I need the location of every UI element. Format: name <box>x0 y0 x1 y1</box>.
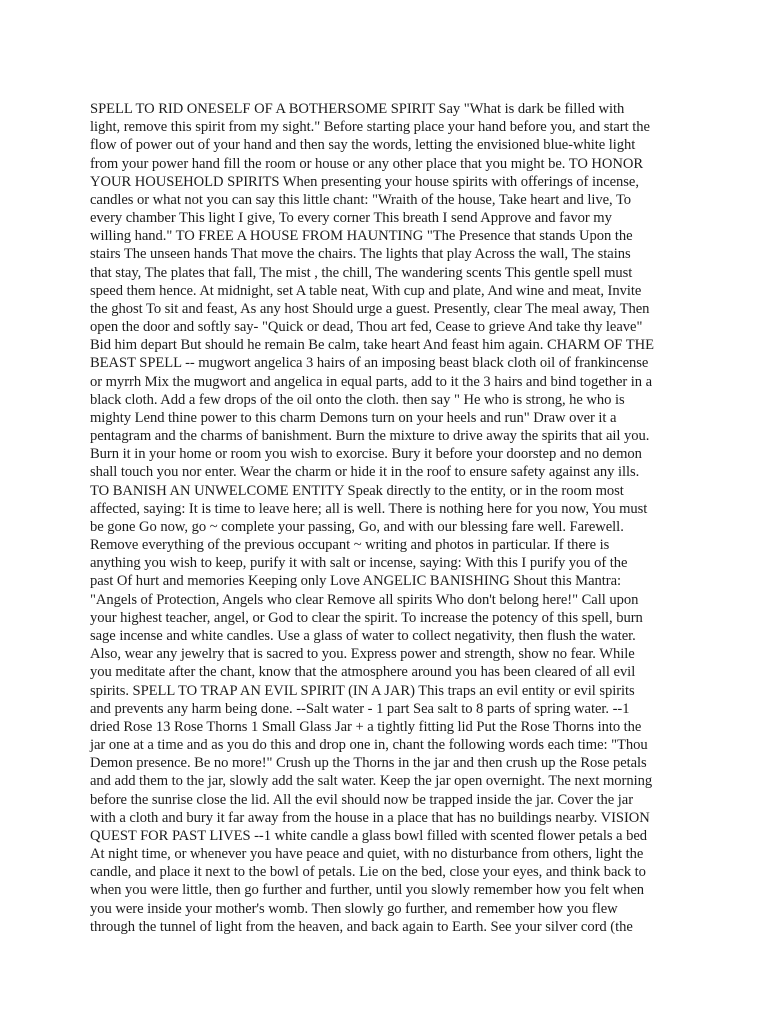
text-line: candle, and place it next to the bowl of petals. Lie on the bed, close your eyes, and think back to <box>90 864 646 881</box>
text-line: past Of hurt and memories Keeping only Love ANGELIC BANISHING Shout this Mantra: <box>90 573 622 590</box>
text-line: Demon presence. Be no more!" Crush up the Thorns in the jar and then crush up the Rose petals <box>90 755 647 772</box>
text-line: anything you wish to keep, purify it with salt or incense, saying: With this I purify you of the <box>90 555 628 572</box>
text-line: TO BANISH AN UNWELCOME ENTITY Speak directly to the entity, or in the room most <box>90 482 624 499</box>
text-line: open the door and softly say- "Quick or dead, Thou art fed, Cease to grieve And take thy leave" <box>90 319 643 336</box>
text-line: and add them to the jar, slowly add the salt water. Keep the jar open overnight. The next morning <box>90 773 653 790</box>
text-line: black cloth. Add a few drops of the oil onto the cloth. then say " He who is strong, he who is <box>90 391 625 408</box>
text-line: every chamber This light I give, To every corner This breath I send Approve and favor my <box>90 210 612 227</box>
text-line: shall touch you nor enter. Wear the charm or hide it in the roof to ensure safety against any ills. <box>90 464 640 481</box>
text-line: or myrrh Mix the mugwort and angelica in equal parts, add to it the 3 hairs and bind together in a <box>90 373 653 390</box>
text-line: willing hand." TO FREE A HOUSE FROM HAUNTING "The Presence that stands Upon the <box>90 228 633 245</box>
text-line: QUEST FOR PAST LIVES --1 white candle a glass bowl filled with scented flower petals a bed <box>90 827 648 844</box>
text-line: that stay, The plates that fall, The mist , the chill, The wandering scents This gentle spell must <box>90 264 633 281</box>
text-line: "Angels of Protection, Angels who clear Remove all spirits Who don't belong here!" Call upon <box>90 591 639 608</box>
text-line: and prevents any harm being done. --Salt water - 1 part Sea salt to 8 parts of spring water. --1 <box>90 700 630 717</box>
text-line: when you were little, then go further and further, until you slowly remember how you felt when <box>90 882 644 899</box>
text-line: Remove everything of the previous occupant ~ writing and photos in particular. If there is <box>90 537 610 554</box>
text-line: with a cloth and bury it far away from the house in a place that has no buildings nearby. VISION <box>90 809 650 826</box>
text-line: the ghost To sit and feast, As any host Should urge a guest. Presently, clear The meal away, Then <box>90 300 650 317</box>
text-line: At night time, or whenever you have peace and quiet, with no disturbance from others, light the <box>90 846 644 863</box>
text-line: your highest teacher, angel, or God to clear the spirit. To increase the potency of this spell, burn <box>90 609 643 626</box>
text-line: be gone Go now, go ~ complete your passing, Go, and with our blessing fare well. Farewell. <box>90 518 624 535</box>
text-line: you meditate after the chant, know that the atmosphere around you has been cleared of all evil <box>90 664 636 681</box>
text-line: dried Rose 13 Rose Thorns 1 Small Glass Jar + a tightly fitting lid Put the Rose Thorns into the <box>90 718 642 735</box>
text-line: affected, saying: It is time to leave here; all is well. There is nothing here for you now, You must <box>90 500 648 517</box>
text-line: jar one at a time and as you do this and drop one in, chant the following words each time: "Thou <box>90 737 648 754</box>
text-line: YOUR HOUSEHOLD SPIRITS When presenting your house spirits with offerings of incense, <box>90 173 639 190</box>
text-line: sage incense and white candles. Use a glass of water to collect negativity, then flush the water. <box>90 627 636 644</box>
text-line: you were inside your mother's womb. Then slowly go further, and remember how you flew <box>90 900 618 917</box>
text-line: Bid him depart But should he remain Be calm, take heart And feast him again. CHARM OF THE <box>90 337 654 354</box>
text-line: BEAST SPELL -- mugwort angelica 3 hairs of an imposing beast black cloth oil of frankincense <box>90 355 649 372</box>
text-line: light, remove this spirit from my sight." Before starting place your hand before you, and start the <box>90 119 650 136</box>
text-line: pentagram and the charms of banishment. Burn the mixture to drive away the spirits that ail you. <box>90 428 650 445</box>
text-line: flow of power out of your hand and then say the words, letting the envisioned blue-white light <box>90 137 636 154</box>
text-line: Burn it in your home or room you wish to exorcise. Bury it before your doorstep and no demon <box>90 446 642 463</box>
text-line: from your power hand fill the room or house or any other place that you might be. TO HONOR <box>90 155 644 172</box>
text-line: SPELL TO RID ONESELF OF A BOTHERSOME SPIRIT Say "What is dark be filled with <box>90 101 625 117</box>
text-line: spirits. SPELL TO TRAP AN EVIL SPIRIT (IN A JAR) This traps an evil entity or evil spirits <box>90 682 635 699</box>
text-line: candles or what not you can say this little chant: "Wraith of the house, Take heart and live, To <box>90 191 632 208</box>
text-line: before the sunrise close the lid. All the evil should now be trapped inside the jar. Cover the jar <box>90 791 634 808</box>
text-line: stairs The unseen hands That move the chairs. The lights that play Across the wall, The stains <box>90 246 631 263</box>
text-line: mighty Lend thine power to this charm Demons turn on your heels and run" Draw over it a <box>90 409 617 426</box>
text-line: Also, wear any jewelry that is sacred to you. Express power and strength, show no fear. While <box>90 646 635 663</box>
body-text <box>90 100 670 936</box>
text-line: through the tunnel of light from the heaven, and back again to Earth. See your silver cord (the <box>90 918 633 935</box>
text-line: speed them hence. At midnight, set A table neat, With cup and plate, And wine and meat, Invite <box>90 282 642 299</box>
